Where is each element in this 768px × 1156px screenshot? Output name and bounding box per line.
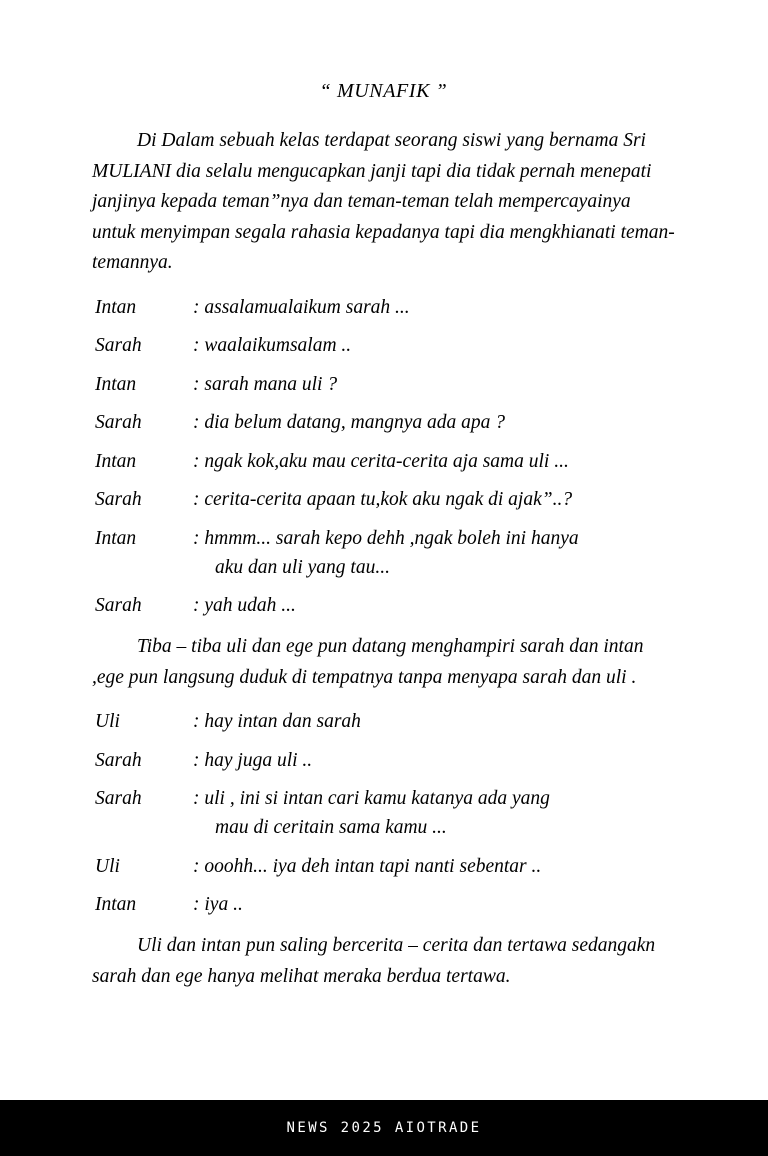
dialogue-speaker: Uli (95, 711, 120, 732)
dialogue-line (92, 331, 675, 360)
dialogue-text: : dia belum datang, mangnya ada apa ? (193, 412, 505, 433)
dialogue-text: : yah udah ... (193, 595, 296, 616)
dialogue-text-continuation: aku dan uli yang tau... (215, 556, 390, 578)
dialogue-line (92, 370, 675, 399)
dialogue-line (92, 890, 675, 919)
dialogue-text: : ngak kok,aku mau cerita-cerita aja sama uli ... (193, 450, 569, 472)
dialogue-speaker: Sarah (95, 489, 142, 510)
dialogue-text: : hay juga uli .. (193, 749, 313, 771)
dialogue-line (92, 485, 675, 514)
footer-watermark-bar (0, 1100, 768, 1156)
dialogue-speaker: Uli (95, 855, 120, 877)
intro-paragraph: Di Dalam sebuah kelas terdapat seorang siswi yang bernama Sri MULIANI dia selalu mengucapkan janji tapi dia tidak pernah menepati janjinya kepada teman”nya dan teman-teman telah mempercayainya untuk menyimpan segala rahasia kepadanya tapi dia mengkhianati teman-temannya. (92, 130, 675, 273)
dialogue-text: : ooohh... iya deh intan tapi nanti sebentar .. (193, 855, 542, 877)
dialogue-speaker: Sarah (95, 595, 142, 616)
document-title: “ MUNAFIK ” (319, 80, 448, 102)
dialogue-text: : hay intan dan sarah (193, 711, 361, 732)
dialogue-line (92, 447, 675, 476)
dialogue-line (92, 591, 675, 620)
dialogue-text-continuation: mau di ceritain sama kamu ... (215, 817, 447, 838)
dialogue-speaker: Intan (95, 373, 137, 395)
dialogue-text: : sarah mana uli ? (193, 373, 338, 395)
dialogue-line (92, 524, 675, 582)
dialogue-text: : iya .. (193, 894, 243, 915)
dialogue-line (92, 852, 675, 881)
dialogue-line (92, 408, 675, 437)
dialogue-text: : hmmm... sarah kepo dehh ,ngak boleh ini hanya aku dan uli yang tau... (193, 524, 675, 582)
dialogue-block-one (92, 293, 675, 621)
dialogue-speaker: Intan (95, 450, 137, 472)
dialogue-speaker: Sarah (95, 749, 142, 771)
dialogue-line (92, 707, 675, 736)
dialogue-line (92, 293, 675, 322)
dialogue-text: : assalamualaikum sarah ... (193, 296, 410, 318)
dialogue-line (92, 746, 675, 775)
dialogue-text: : cerita-cerita apaan tu,kok aku ngak di ajak”..? (193, 489, 573, 510)
footer-watermark-text: NEWS 2025 AIOTRADE (286, 1120, 482, 1136)
dialogue-speaker: Sarah (95, 412, 142, 433)
dialogue-speaker: Intan (95, 296, 137, 318)
dialogue-speaker: Sarah (95, 335, 142, 356)
dialogue-text: : waalaikumsalam .. (193, 335, 352, 356)
dialogue-line (92, 784, 675, 842)
closing-paragraph: Uli dan intan pun saling bercerita – cerita dan tertawa sedangakn sarah dan ege hanya melihat meraka berdua tertawa. (92, 935, 656, 987)
dialogue-speaker: Intan (95, 894, 137, 915)
dialogue-block-two (92, 707, 675, 919)
dialogue-text: : uli , ini si intan cari kamu katanya ada yang mau di ceritain sama kamu ... (193, 784, 675, 842)
dialogue-speaker: Intan (95, 527, 137, 549)
middle-paragraph: Tiba – tiba uli dan ege pun datang menghampiri sarah dan intan ,ege pun langsung duduk di tempatnya tanpa menyapa sarah dan uli . (92, 636, 644, 688)
dialogue-speaker: Sarah (95, 788, 142, 809)
